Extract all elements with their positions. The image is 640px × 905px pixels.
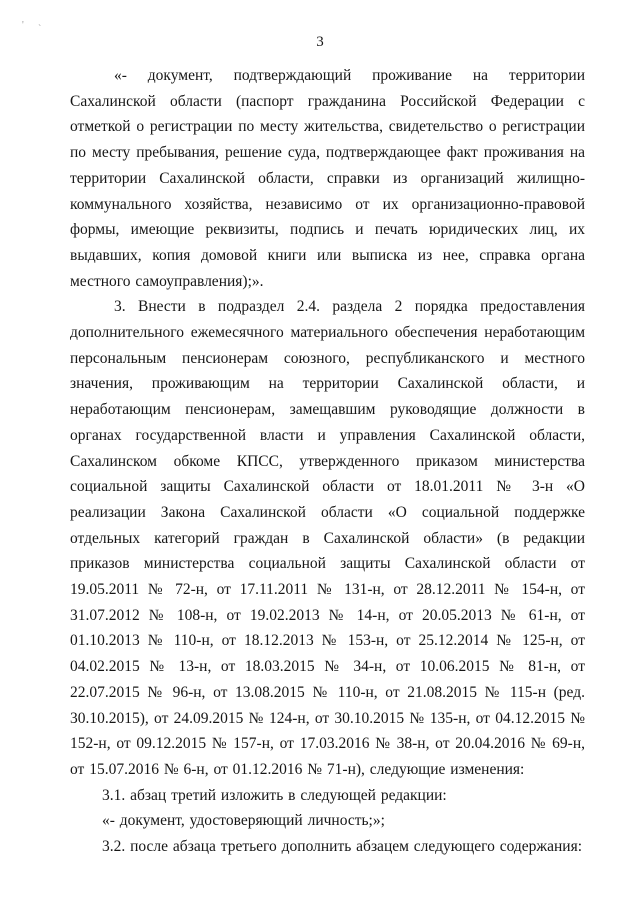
scan-mark-2: ` bbox=[38, 24, 42, 35]
paragraph-item-3-2: 3.2. после абзаца третьего дополнить абзацем следующего содержания: bbox=[102, 838, 583, 856]
paragraph-item-3: 3. Внести в подраздел 2.4. раздела 2 порядка предоставления дополнительного ежемесячного материального обеспечения неработающим персональным пенсионерам союзного, республиканского и местного значения, проживающим на территории Сахалинской области, и неработающим пенсионерам, замещавшим руководящие должности в органах государственной власти и управления Сахалинской области, Сахалинском обкоме КПСС, утвержденного приказом министерства социальной защиты Сахалинской области от 18.01.2011 № 3-н «О реализации Закона Сахалинской области «О социальной поддержке отдельных категорий граждан в Сахалинской области» (в редакции приказов министерства социальной защиты Сахалинской области от 19.05.2011 № 72-н, от 17.11.2011 № 131-н, от 28.12.2011 № 154-н, от 31.07.2012 № 108-н, от 19.02.2013 № 14-н, от 20.05.2013 № 61-н, от 01.10.2013 № 110-н, от 18.12.2013 № 153-н, от 25.12.2014 № 125-н, от 04.02.2015 № 13-н, от 18.03.2015 № 34-н, от 10.06.2015 № 81-н, от 22.07.2015 № 96-н, от 13.08.2015 № 110-н, от 21.08.2015 № 115-н (ред. 30.10.2015), от 24.09.2015 № 124-н, от 30.10.2015 № 135-н, от 04.12.2015 № 152-н, от 09.12.2015 № 157-н, от 17.03.2016 № 38-н, от 20.04.2016 № 69-н, от 15.07.2016 № 6-н, от 01.12.2016 № 71-н), следующие изменения: bbox=[70, 298, 585, 778]
scan-mark-1: ' bbox=[22, 20, 24, 31]
paragraph-document-list: «- документ, подтверждающий проживание на территории Сахалинской области (паспорт гражданина Российской Федерации с отметкой о регистрации по месту жительства, свидетельство о регистрации по месту пребывания, решение суда, подтверждающее факт проживания на территории Сахалинской области, справки из организаций жилищно-коммунального хозяйства, независимо от их организационно-правовой формы, имеющие реквизиты, подпись и печать юридических лиц, их выдавших, копия домовой книги или выписка из нее, справка органа местного самоуправления);». bbox=[70, 67, 585, 290]
paragraph-item-3-1: 3.1. абзац третий изложить в следующей редакции: bbox=[102, 786, 447, 804]
document-body bbox=[70, 63, 585, 860]
paragraph-identity-document: «- документ, удостоверяющий личность;»; bbox=[102, 812, 385, 830]
page-number: 3 bbox=[316, 34, 324, 50]
